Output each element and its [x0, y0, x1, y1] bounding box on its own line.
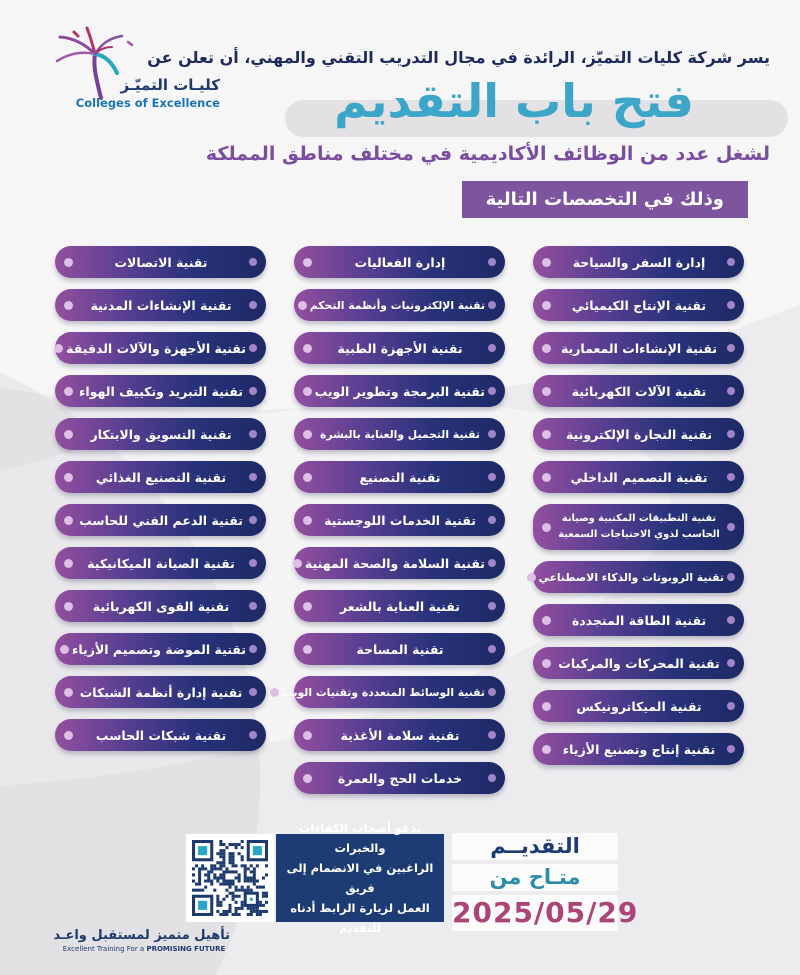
bullet-ring-icon: [488, 602, 496, 610]
specialties-column-middle: [282, 246, 505, 794]
specialty-pill[interactable]: [294, 246, 505, 278]
specialty-pill[interactable]: [282, 676, 505, 708]
bullet-ring-icon: [488, 774, 496, 782]
bullet-dot-icon: [303, 774, 312, 783]
specialty-label: تقنية الوسائط المتعددة وتقنيات الويب: [282, 685, 485, 699]
bullet-dot-icon: [64, 602, 73, 611]
specialty-label: تقنية إدارة أنظمة الشبكات: [79, 684, 243, 700]
bullet-ring-icon: [488, 516, 496, 524]
bullet-ring-icon: [249, 602, 257, 610]
specialty-label: تقنية الإنشاءات المدنية: [90, 297, 232, 313]
bullet-dot-icon: [527, 573, 536, 582]
bullet-ring-icon: [488, 387, 496, 395]
bullet-ring-icon: [727, 523, 735, 531]
specialty-label: تقنية التصنيع: [359, 469, 441, 485]
specialty-pill[interactable]: [55, 332, 266, 364]
page-title: فتح باب التقديم: [334, 74, 694, 128]
specialty-label: تقنية الطاقة المتجددة: [571, 612, 707, 628]
bullet-dot-icon: [542, 523, 551, 532]
specialty-pill[interactable]: [533, 647, 744, 679]
bullet-dot-icon: [303, 645, 312, 654]
specialty-pill[interactable]: [533, 461, 744, 493]
bullet-dot-icon: [64, 301, 73, 310]
bullet-ring-icon: [488, 688, 496, 696]
specialty-pill[interactable]: [533, 418, 744, 450]
specialty-label: تقنية البرمجة وتطوير الويب: [314, 383, 485, 399]
bullet-dot-icon: [54, 344, 63, 353]
bullet-ring-icon: [249, 688, 257, 696]
bullet-dot-icon: [293, 559, 302, 568]
specialty-pill[interactable]: [533, 690, 744, 722]
bullet-dot-icon: [542, 659, 551, 668]
bullet-ring-icon: [249, 387, 257, 395]
bullet-dot-icon: [542, 387, 551, 396]
bullet-dot-icon: [303, 258, 312, 267]
specialties-column-right: [533, 246, 744, 794]
cta-box: [276, 820, 444, 936]
bullet-ring-icon: [249, 645, 257, 653]
specialty-pill[interactable]: [55, 461, 266, 493]
specialty-label: تقنية الاتصالات: [114, 254, 208, 270]
bullet-dot-icon: [542, 745, 551, 754]
application-subtitle: متـاح من: [452, 864, 618, 891]
bullet-dot-icon: [64, 387, 73, 396]
specialty-pill[interactable]: [55, 504, 266, 536]
specialty-label: تقنية الآلات الكهربائية: [571, 383, 707, 399]
specialty-label: تقنية الدعم الفني للحاسب: [79, 512, 243, 528]
bullet-ring-icon: [727, 258, 735, 266]
bullet-ring-icon: [727, 616, 735, 624]
bullet-ring-icon: [727, 473, 735, 481]
specialty-pill[interactable]: [533, 561, 744, 593]
bullet-ring-icon: [488, 344, 496, 352]
specialties-grid: [54, 246, 744, 794]
specialty-label: تقنية الإلكترونيات وأنظمة التحكم: [309, 298, 485, 312]
specialty-label: تقنية التجارة الإلكترونية: [565, 426, 713, 442]
bullet-ring-icon: [488, 473, 496, 481]
cta-line: الراغبين في الانضمام إلى فريق: [286, 860, 434, 895]
bullet-dot-icon: [303, 387, 312, 396]
bullet-ring-icon: [249, 258, 257, 266]
bullet-ring-icon: [488, 731, 496, 739]
tagline-arabic: تأهيل متميز لمستقبل واعـد: [53, 928, 230, 943]
specialty-pill[interactable]: [294, 375, 505, 407]
bullet-ring-icon: [249, 430, 257, 438]
specialty-label: إدارة الفعاليات: [354, 254, 446, 270]
specialty-label: تقنية سلامة الأغذية: [340, 727, 460, 743]
intro-line: يسر شركة كليات التميّز، الرائدة في مجال التدريب التقني والمهني، أن تعلن عن: [147, 48, 770, 67]
bullet-ring-icon: [488, 430, 496, 438]
bullet-ring-icon: [249, 731, 257, 739]
bullet-dot-icon: [542, 616, 551, 625]
specialty-label: تقنية التطبيقات المكتبية وصيانة الحاسب لذوي الاحتياجات السمعية: [558, 513, 720, 540]
bullet-ring-icon: [727, 702, 735, 710]
specialty-label: تقنية الإنشاءات المعمارية: [560, 340, 718, 356]
bullet-ring-icon: [727, 745, 735, 753]
specialty-pill[interactable]: [55, 719, 266, 751]
bullet-ring-icon: [727, 430, 735, 438]
bullet-dot-icon: [64, 516, 73, 525]
brand-tagline: [53, 928, 230, 953]
specialty-pill[interactable]: [533, 246, 744, 278]
bullet-ring-icon: [249, 559, 257, 567]
bullet-dot-icon: [64, 731, 73, 740]
specialty-pill[interactable]: [294, 504, 505, 536]
bullet-dot-icon: [542, 258, 551, 267]
specialty-pill[interactable]: [294, 547, 505, 579]
bullet-dot-icon: [542, 301, 551, 310]
specialty-label: تقنية الإنتاج الكيميائي: [571, 297, 707, 313]
specialty-pill[interactable]: [55, 246, 266, 278]
application-title: التقديــم: [452, 833, 618, 860]
logo-name-english: Colleges of Excellence: [75, 96, 220, 110]
specialty-label: تقنية الأجهزة الطبية: [337, 340, 463, 356]
specialties-column-left: [55, 246, 266, 794]
specialty-pill[interactable]: [533, 332, 744, 364]
specialty-pill[interactable]: [294, 418, 505, 450]
specialty-label: تقنية الموضة وتصميم الأزياء: [71, 641, 246, 657]
cta-line: العمل لزيارة الرابط أدناه للتقديم: [290, 901, 430, 936]
specialty-pill[interactable]: [533, 504, 744, 550]
specialty-label: تقنية الصيانة الميكانيكية: [87, 555, 235, 571]
specialty-label: تقنية التصنيع الغذائي: [95, 469, 227, 485]
specialty-pill[interactable]: [55, 375, 266, 407]
bullet-dot-icon: [303, 430, 312, 439]
bullet-ring-icon: [249, 344, 257, 352]
specialty-label: تقنية إنتاج وتصنيع الأزياء: [562, 741, 716, 757]
specialty-label: خدمات الحج والعمرة: [337, 770, 463, 786]
bullet-ring-icon: [727, 573, 735, 581]
bullet-dot-icon: [303, 473, 312, 482]
specialty-label: إدارة السفر والسياحة: [572, 254, 706, 270]
bullet-ring-icon: [488, 559, 496, 567]
bullet-dot-icon: [303, 731, 312, 740]
application-block: [452, 833, 639, 935]
specialty-pill[interactable]: [294, 289, 505, 321]
bullet-ring-icon: [249, 301, 257, 309]
bullet-ring-icon: [249, 516, 257, 524]
bullet-dot-icon: [298, 301, 307, 310]
specialty-pill[interactable]: [533, 375, 744, 407]
specialty-pill[interactable]: [294, 461, 505, 493]
application-date: 2025/05/29: [452, 896, 639, 929]
specialty-label: تقنية شبكات الحاسب: [95, 727, 227, 743]
specialty-pill[interactable]: [55, 289, 266, 321]
specialty-pill[interactable]: [294, 633, 505, 665]
cta-line: ندعو أصحاب الكفاءات والخبرات: [298, 820, 422, 855]
bullet-ring-icon: [488, 645, 496, 653]
specialty-pill[interactable]: [294, 590, 505, 622]
bullet-dot-icon: [303, 516, 312, 525]
bullet-dot-icon: [60, 645, 69, 654]
specialty-label: تقنية الأجهزة والآلات الدقيقة: [66, 340, 246, 356]
specialty-label: تقنية السلامة والصحة المهنية: [304, 555, 485, 571]
specialty-label: تقنية الروبوتات والذكاء الاصطناعي: [538, 570, 724, 584]
bullet-ring-icon: [727, 344, 735, 352]
specialty-label: تقنية المساحة: [356, 641, 444, 657]
specialty-pill[interactable]: [55, 418, 266, 450]
bullet-ring-icon: [727, 387, 735, 395]
bullet-ring-icon: [727, 301, 735, 309]
subtitle: لشغل عدد من الوظائف الأكاديمية في مختلف مناطق المملكة: [205, 143, 770, 165]
specialty-pill[interactable]: [533, 604, 744, 636]
specialty-pill[interactable]: [55, 590, 266, 622]
specialty-label: تقنية التسويق والابتكار: [90, 426, 232, 442]
bullet-dot-icon: [303, 602, 312, 611]
specialty-pill[interactable]: [294, 719, 505, 751]
bullet-dot-icon: [64, 473, 73, 482]
specialties-banner: وذلك في التخصصات التالية: [462, 181, 748, 218]
specialty-pill[interactable]: [533, 733, 744, 765]
specialty-label: تقنية التجميل والعناية بالبشرة: [320, 427, 480, 441]
bullet-ring-icon: [488, 301, 496, 309]
colleges-of-excellence-logo: [40, 26, 220, 122]
bullet-dot-icon: [64, 559, 73, 568]
specialty-pill[interactable]: [533, 289, 744, 321]
specialty-label: تقنية العناية بالشعر: [340, 598, 460, 614]
tagline-english: Excellent Training For a PROMISING FUTURE: [62, 945, 226, 953]
bullet-dot-icon: [542, 430, 551, 439]
specialty-label: تقنية القوى الكهربائية: [92, 598, 230, 614]
specialty-label: تقنية التصميم الداخلي: [570, 469, 708, 485]
specialty-label: تقنية الميكاترونيكس: [576, 698, 702, 714]
logo-name-arabic: كليـات التميّـز: [120, 76, 220, 94]
specialty-pill[interactable]: [55, 676, 266, 708]
bullet-dot-icon: [542, 473, 551, 482]
bullet-ring-icon: [249, 473, 257, 481]
bullet-dot-icon: [542, 344, 551, 353]
specialty-pill[interactable]: [55, 633, 266, 665]
specialty-pill[interactable]: [294, 332, 505, 364]
specialty-label: تقنية الخدمات اللوجستية: [324, 512, 476, 528]
bullet-dot-icon: [270, 688, 279, 697]
qr-code[interactable]: [186, 834, 274, 922]
bullet-dot-icon: [303, 344, 312, 353]
bullet-ring-icon: [727, 659, 735, 667]
specialty-pill[interactable]: [55, 547, 266, 579]
specialty-label: تقنية التبريد وتكييف الهواء: [79, 383, 243, 399]
bullet-dot-icon: [64, 688, 73, 697]
bullet-dot-icon: [64, 258, 73, 267]
bullet-dot-icon: [64, 430, 73, 439]
bullet-dot-icon: [542, 702, 551, 711]
specialty-label: تقنية المحركات والمركبات: [558, 655, 720, 671]
bullet-ring-icon: [488, 258, 496, 266]
specialty-pill[interactable]: [294, 762, 505, 794]
